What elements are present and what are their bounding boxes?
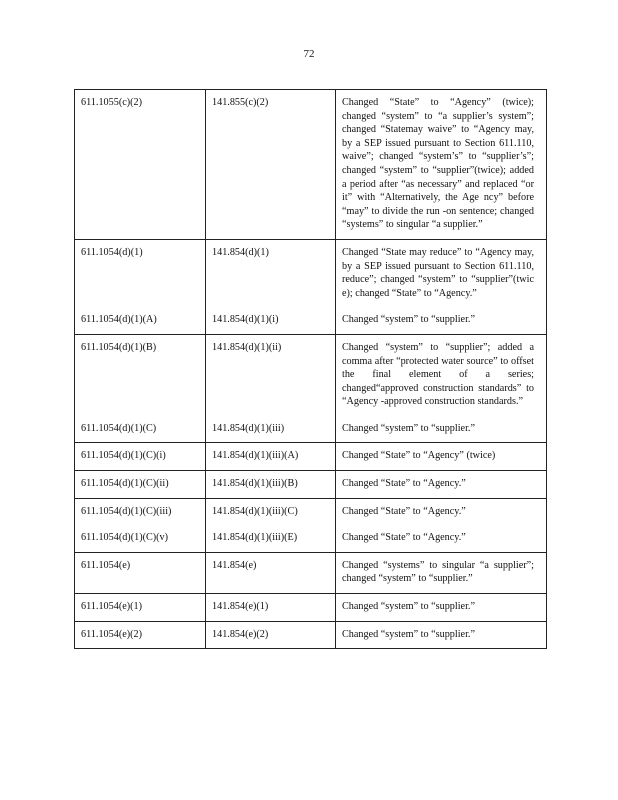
comparison-table — [74, 89, 547, 649]
illinois-section-cell — [75, 552, 206, 593]
illinois-section: 611.1054(e) — [81, 559, 131, 571]
change-description: Changed “system” to “supplier.” — [342, 422, 475, 434]
federal-section: 141.854(e)(1) — [212, 601, 269, 613]
change-description-cell — [336, 552, 547, 593]
page-number: 72 — [303, 48, 315, 60]
table-row — [75, 552, 547, 593]
table-row — [75, 443, 547, 471]
illinois-section-cell — [75, 334, 206, 443]
change-description: Changed “State may reduce” to “Agency may, by a SEP issued pursuant to Section 611.110, reduce”; changed “system” to “supplier”(twic e); changed “State” to “Agency.” — [342, 246, 534, 299]
table-row — [75, 498, 547, 552]
table-row — [75, 239, 547, 334]
change-description: Changed “system” to “supplier.” — [342, 628, 475, 640]
illinois-section-cell — [75, 471, 206, 499]
change-description: Changed “State” to “Agency.” — [342, 505, 466, 517]
federal-section: 141.854(d)(1)(iii)(E) — [212, 532, 298, 544]
illinois-section: 611.1054(d)(1)(A) — [81, 313, 157, 325]
illinois-section: 611.1054(d)(1)(C)(ii) — [81, 478, 169, 490]
illinois-section: 611.1054(e)(1) — [81, 601, 143, 613]
change-description-cell — [336, 498, 547, 552]
change-description-cell — [336, 471, 547, 499]
illinois-section-cell — [75, 621, 206, 649]
federal-section: 141.854(e)(2) — [212, 628, 269, 640]
table-row — [75, 594, 547, 622]
table-row — [75, 334, 547, 443]
illinois-section: 611.1054(e)(2) — [81, 628, 143, 640]
change-description: Changed “systems” to singular “a supplier”; changed “system” to “supplier.” — [342, 559, 534, 585]
change-description-cell — [336, 621, 547, 649]
change-description: Changed “State” to “Agency” (twice); changed “system” to “a supplier’s system”; changed “Statemay waive” to “Agency may, by a SEP issued pursuant to Section 611.110, waive”; changed “system’s” to “supplier’s”; changed “system” to “supplier”(twice); added a period after “as necessary” and replaced “or it” with “Alternatively, the Age ncy” before “may” to divide the run -on sentence; changed “systems” to singular “a supplier.” — [342, 97, 534, 231]
illinois-section: 611.1054(d)(1)(C) — [81, 422, 157, 434]
illinois-section-cell — [75, 498, 206, 552]
change-description-cell — [336, 90, 547, 240]
illinois-section-cell — [75, 443, 206, 471]
change-description: Changed “system” to “supplier”; added a comma after “protected water source” to offset the final element of a series; changed“approved construction standards” to “Agency -approved construction standards.” — [342, 341, 534, 408]
federal-section-cell — [206, 443, 336, 471]
federal-section-cell — [206, 498, 336, 552]
change-description: Changed “system” to “supplier.” — [342, 314, 475, 326]
federal-section: 141.854(d)(1) — [212, 246, 269, 258]
change-description-cell — [336, 443, 547, 471]
illinois-section-cell — [75, 90, 206, 240]
change-description-cell — [336, 334, 547, 443]
federal-section: 141.854(d)(1)(ii) — [212, 341, 282, 353]
federal-section-cell — [206, 90, 336, 240]
table-row — [75, 90, 547, 240]
federal-section: 141.854(d)(1)(iii) — [212, 422, 285, 434]
illinois-section: 611.1054(d)(1) — [81, 246, 143, 258]
federal-section-cell — [206, 334, 336, 443]
federal-section: 141.854(d)(1)(iii)(B) — [212, 478, 298, 490]
table-row — [75, 621, 547, 649]
illinois-section-cell — [75, 594, 206, 622]
federal-section-cell — [206, 621, 336, 649]
federal-section-cell — [206, 552, 336, 593]
change-description: Changed “State” to “Agency.” — [342, 478, 466, 490]
illinois-section: 611.1054(d)(1)(B) — [81, 341, 157, 353]
federal-section: 141.854(d)(1)(iii)(C) — [212, 505, 298, 517]
federal-section-cell — [206, 471, 336, 499]
federal-section: 141.855(c)(2) — [212, 97, 269, 108]
change-description-cell — [336, 239, 547, 334]
federal-section: 141.854(e) — [212, 559, 257, 571]
illinois-section: 611.1054(d)(1)(C)(i) — [81, 450, 166, 462]
change-description: Changed “State” to “Agency” (twice) — [342, 450, 496, 462]
illinois-section: 611.1055(c)(2) — [81, 97, 143, 108]
federal-section-cell — [206, 594, 336, 622]
table-row — [75, 471, 547, 499]
illinois-section-cell — [75, 239, 206, 334]
change-description-cell — [336, 594, 547, 622]
federal-section: 141.854(d)(1)(i) — [212, 313, 279, 325]
illinois-section: 611.1054(d)(1)(C)(iii) — [81, 505, 172, 517]
federal-section-cell — [206, 239, 336, 334]
change-description: Changed “State” to “Agency.” — [342, 532, 466, 544]
illinois-section: 611.1054(d)(1)(C)(v) — [81, 532, 169, 544]
change-description: Changed “system” to “supplier.” — [342, 601, 475, 613]
federal-section: 141.854(d)(1)(iii)(A) — [212, 450, 299, 462]
